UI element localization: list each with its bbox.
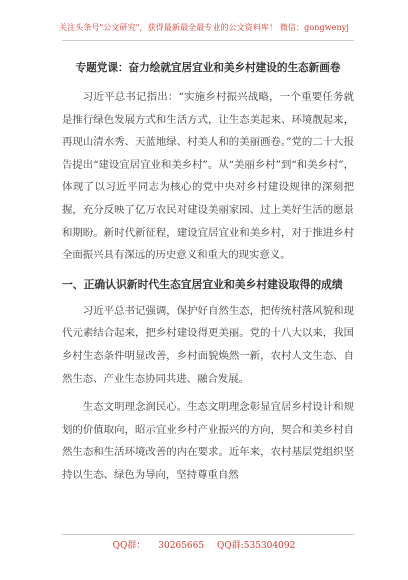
intro-paragraph: 习近平总书记指出：“实施乡村振兴战略，一个重要任务就是推行绿色发展方式和生活方式，让生态美起来、环境靓起来，再现山清水秀、天蓝地绿、村美人和的美丽画卷。”党的二十大报告提出“建设宜居宜业和美乡村”。从“美丽乡村”到“和美乡村”，体现了以习近平同志为核心的党中央对乡村建设规律的深刻把握，充分反映了亿万农民对建设美丽家园、过上美好生活的愿景和期盼。新时代新征程，建设宜居宜业和美乡村，对于推进乡村全面振兴具有深远的历史意义和重大的现实意义。 (62, 91, 354, 262)
page-footer (0, 538, 408, 551)
document-title: 专题党课：奋力绘就宜居宜业和美乡村建设的生态新画卷 (75, 62, 341, 74)
section-1-heading: 一、正确认识新时代生态宜居宜业和美乡村建设取得的成绩 (62, 277, 343, 291)
footer-qq-group-2: QQ群:535304092 (216, 541, 296, 551)
footer-divider (62, 534, 354, 535)
section-1-paragraph-1: 习近平总书记强调，保护好自然生态，把传统村落风貌和现代元素结合起来，把乡村建设得更美丽。党的十八大以来，我国乡村生态条件明显改善，乡村面貌焕然一新，农村人文生态、自然生态、产业生态协同共进、融合发展。 (62, 304, 354, 385)
page-header-note: 关注头条号"公文研究"，获得最新最全最专业的公文资料库！ 微信：gongwenyj (59, 23, 349, 32)
footer-qq-group-1: QQ群： 30265665 (112, 541, 205, 551)
section-1-paragraph-2: 生态文明理念润民心。生态文明理念彰显宜居乡村设计和规划的价值取向，昭示宜业乡村产业振兴的方向，契合和美乡村自然生态和生活环境改善的内在要求。近年来，农村基层党组织坚持以生态、绿色为导向，坚持尊重自然 (62, 401, 354, 481)
header-divider (62, 40, 354, 41)
document-body (62, 58, 354, 487)
